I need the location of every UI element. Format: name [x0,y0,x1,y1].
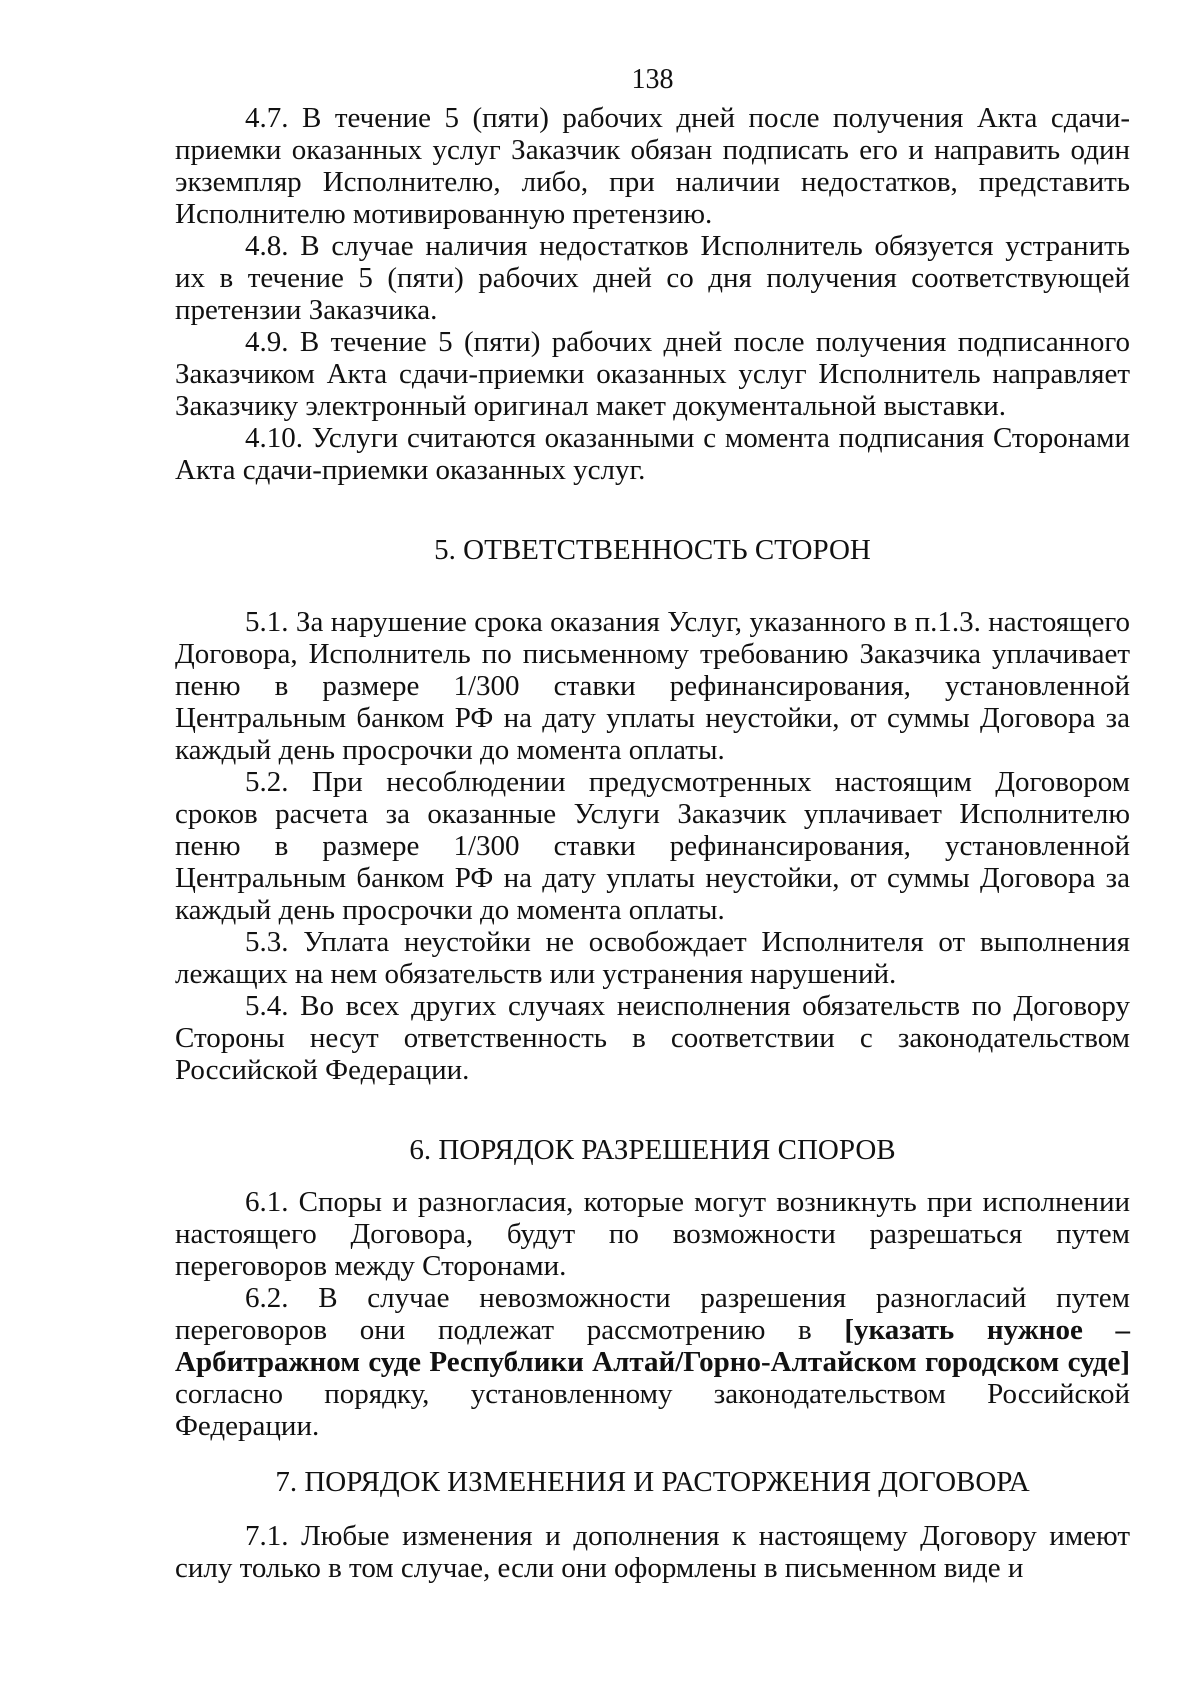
paragraph-7-1: 7.1. Любые изменения и дополнения к настоящему Договору имеют силу только в том случае, если они оформлены в письменном виде и [175,1520,1130,1584]
section-7-heading: 7. ПОРЯДОК ИЗМЕНЕНИЯ И РАСТОРЖЕНИЯ ДОГОВОРА [275,1466,1030,1498]
paragraph-5-3: 5.3. Уплата неустойки не освобождает Исполнителя от выполнения лежащих на нем обязательств или устранения нарушений. [175,926,1130,990]
document-page [175,64,1130,1584]
paragraph-6-2-text-start: 6.2. В случае невозможности разрешения разногласий путем переговоров они подлежат рассмотрению в [175,1282,1130,1346]
paragraph-6-1: 6.1. Споры и разногласия, которые могут возникнуть при исполнении настоящего Договора, будут по возможности разрешаться путем переговоров между Сторонами. [175,1186,1130,1282]
paragraph-5-1: 5.1. За нарушение срока оказания Услуг, указанного в п.1.3. настоящего Договора, Исполнитель по письменному требованию Заказчика уплачивает пеню в размере 1/300 ставки рефинансирования, установленной Центральным банком РФ на дату уплаты неустойки, от суммы Договора за каждый день просрочки до момента оплаты. [175,606,1130,766]
paragraph-6-2-court-placeholder: [указать нужное – Арбитражном суде Республики Алтай/Горно-Алтайском городском суде] [175,1314,1130,1378]
section-5-heading: 5. ОТВЕТСТВЕННОСТЬ СТОРОН [434,534,871,566]
paragraph-6-2-text-end: согласно порядку, установленному законодательством Российской Федерации. [175,1378,1130,1442]
paragraph-4-8: 4.8. В случае наличия недостатков Исполнитель обязуется устранить их в течение 5 (пяти) рабочих дней со дня получения соответствующей претензии Заказчика. [175,230,1130,326]
section-6-heading: 6. ПОРЯДОК РАЗРЕШЕНИЯ СПОРОВ [409,1134,896,1166]
paragraph-4-9: 4.9. В течение 5 (пяти) рабочих дней после получения подписанного Заказчиком Акта сдачи-приемки оказанных услуг Исполнитель направляет Заказчику электронный оригинал макет документальной выставки. [175,326,1130,422]
paragraph-5-2: 5.2. При несоблюдении предусмотренных настоящим Договором сроков расчета за оказанные Услуги Заказчик уплачивает Исполнителю пеню в размере 1/300 ставки рефинансирования, установленной Центральным банком РФ на дату уплаты неустойки, от суммы Договора за каждый день просрочки до момента оплаты. [175,766,1130,926]
paragraph-6-2 [175,1282,1130,1442]
paragraph-4-10: 4.10. Услуги считаются оказанными с момента подписания Сторонами Акта сдачи-приемки оказанных услуг. [175,422,1130,486]
paragraph-4-7: 4.7. В течение 5 (пяти) рабочих дней после получения Акта сдачи-приемки оказанных услуг Заказчик обязан подписать его и направить один экземпляр Исполнителю, либо, при наличии недостатков, представить Исполнителю мотивированную претензию. [175,102,1130,230]
page-number: 138 [631,64,674,95]
paragraph-5-4: 5.4. Во всех других случаях неисполнения обязательств по Договору Стороны несут ответственность в соответствии с законодательством Российской Федерации. [175,990,1130,1086]
